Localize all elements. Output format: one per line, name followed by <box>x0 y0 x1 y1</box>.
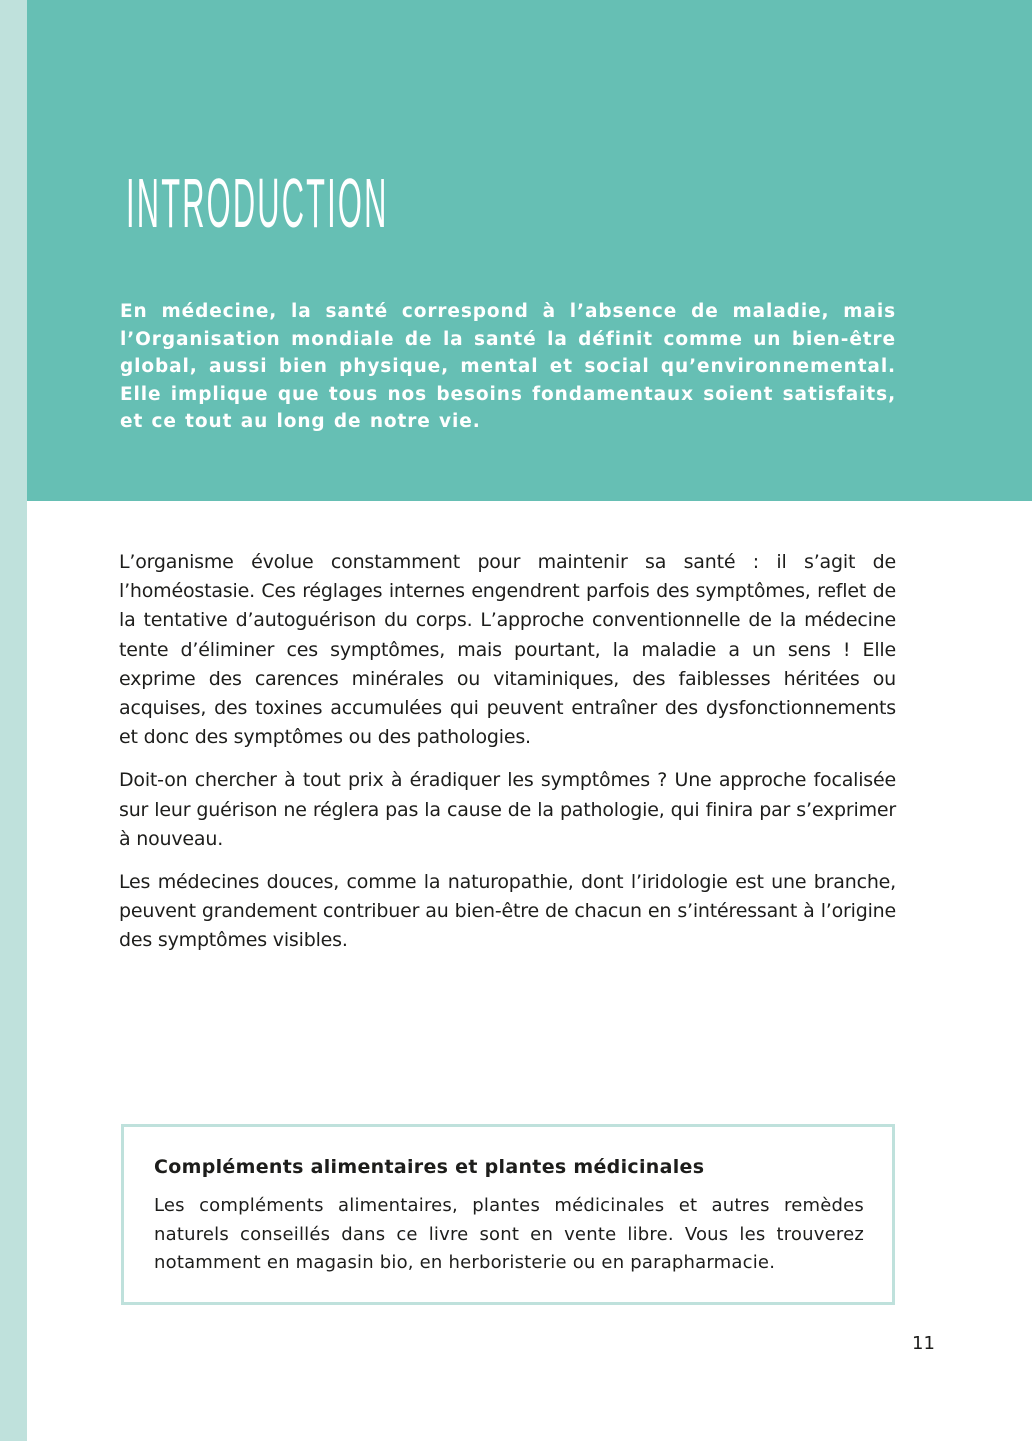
body-paragraph: Les médecines douces, comme la naturopathie, dont l’iridologie est une branche, peuvent grandement contribuer au bien-être de chacun en s’intéressant à l’origine des symptômes visibles. <box>119 871 896 952</box>
body-paragraph: L’organisme évolue constamment pour maintenir sa santé : il s’agit de l’homéostasie. Ces réglages internes engendrent parfois des symptômes, reflet de la tentative d’autoguérison du corps. L’approche conventionnelle de la médecine tente d’éliminer ces symptômes, mais pourtant, la maladie a un sens ! Elle exprime des carences minérales ou vitaminiques, des faiblesses héritées ou acquises, des toxines accumulées qui peuvent entraîner des dysfonctionnements et donc des symptômes ou des pathologies. <box>119 551 896 749</box>
body-text <box>119 548 896 970</box>
info-box-text: Les compléments alimentaires, plantes médicinales et autres remèdes naturels conseillés dans ce livre sont en vente libre. Vous les trouverez notamment en magasin bio, en herboristerie ou en parapharmacie. <box>154 1195 864 1273</box>
info-box-title: Compléments alimentaires et plantes médicinales <box>154 1156 705 1178</box>
side-color-strip <box>0 0 27 1441</box>
info-box <box>121 1124 895 1305</box>
body-paragraph: Doit-on chercher à tout prix à éradiquer les symptômes ? Une approche focalisée sur leur guérison ne réglera pas la cause de la pathologie, qui finira par s’exprimer à nouveau. <box>119 769 896 850</box>
page-number: 11 <box>912 1333 935 1354</box>
lead-paragraph: En médecine, la santé correspond à l’absence de maladie, mais l’Organisation mondiale de la santé la définit comme un bien-être global, aussi bien physique, mental et social qu’environnemental. Elle implique que tous nos besoins fondamentaux soient satisfaits, et ce tout au long de notre vie. <box>120 301 896 432</box>
page-title: INTRODUCTION <box>126 164 389 242</box>
